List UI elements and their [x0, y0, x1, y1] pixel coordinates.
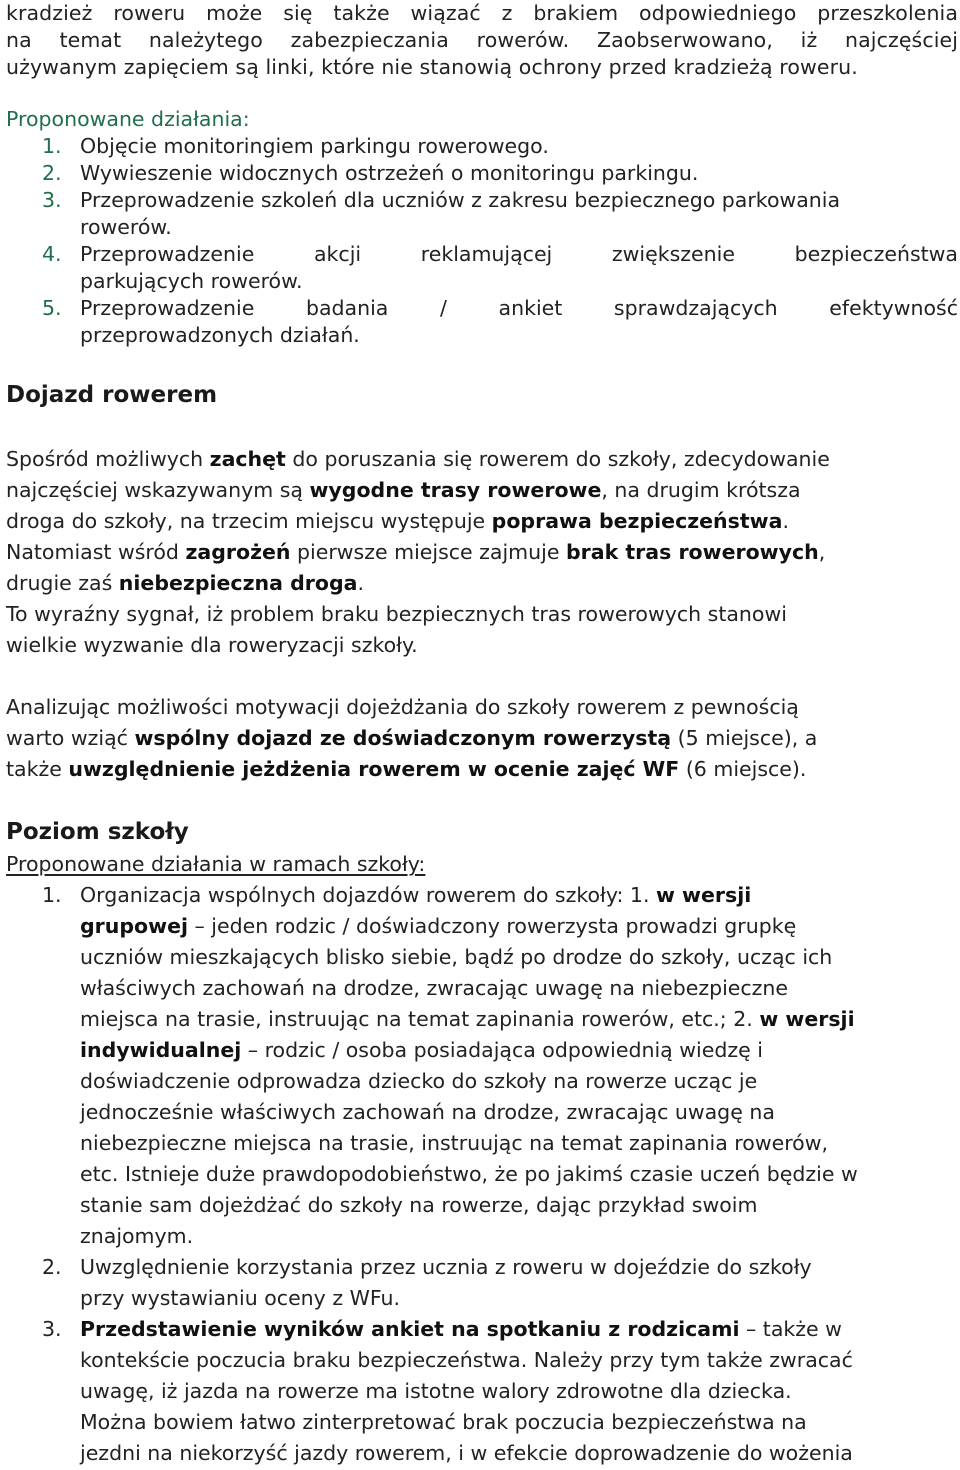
text-line: jezdni na niekorzyść jazdy rowerem, i w efekcie doprowadzenie do wożenia [80, 1441, 853, 1465]
text-line: Spośród możliwych zachęt do poruszania się rowerem do szkoły, zdecydowanie [6, 447, 830, 471]
text-line: najczęściej wskazywanym są wygodne trasy rowerowe, na drugim krótsza [6, 478, 801, 502]
list-item-text: Objęcie monitoringiem parkingu rowerowego. [80, 134, 549, 158]
text-line: etc. Istnieje duże prawdopodobieństwo, że po jakimś czasie uczeń będzie w [80, 1162, 858, 1186]
proposed-actions-list [6, 133, 958, 349]
text-line: drugie zaś niebezpieczna droga. [6, 571, 364, 595]
proposed-actions-heading: Proponowane działania: [6, 107, 250, 131]
list-number: 1. [42, 883, 62, 907]
dojazd-paragraph-2 [6, 692, 958, 785]
text-line: droga do szkoły, na trzecim miejscu występuje poprawa bezpieczeństwa. [6, 509, 789, 533]
intro-line: kradzież roweru może się także wiązać z brakiem odpowiedniego przeszkolenia [6, 1, 958, 25]
text-line: niebezpieczne miejsca na trasie, instruując na temat zapinania rowerów, [80, 1131, 829, 1155]
text-line: wielkie wyzwanie dla roweryzacji szkoły. [6, 633, 418, 657]
list-number: 2. [42, 1255, 62, 1279]
list-number: 2. [42, 161, 62, 185]
list-number: 5. [42, 296, 62, 320]
list-number: 3. [42, 188, 62, 212]
intro-line: na temat należytego zabezpieczania rowerów. Zaobserwowano, iż najczęściej [6, 28, 958, 52]
text-line: indywidualnej – rodzic / osoba posiadająca odpowiednią wiedzę i [80, 1038, 763, 1062]
list-item [6, 241, 958, 295]
list-item [6, 880, 958, 1252]
list-number: 4. [42, 242, 62, 266]
text-line: To wyraźny sygnał, iż problem braku bezpiecznych tras rowerowych stanowi [6, 602, 787, 626]
text-line: kontekście poczucia braku bezpieczeństwa. Należy przy tym także zwracać [80, 1348, 853, 1372]
list-number: 1. [42, 134, 62, 158]
dojazd-paragraph-1 [6, 444, 958, 661]
list-item-text: przeprowadzonych działań. [80, 323, 360, 347]
list-item [6, 160, 958, 187]
text-line: Analizując możliwości motywacji dojeżdżania do szkoły rowerem z pewnością [6, 695, 799, 719]
text-line: uwagę, iż jazda na rowerze ma istotne walory zdrowotne dla dziecka. [80, 1379, 792, 1403]
intro-paragraph [6, 0, 958, 81]
section-title-poziom: Poziom szkoły [6, 819, 189, 845]
text-line: jednocześnie właściwych zachowań na drodze, zwracając uwagę na [80, 1100, 775, 1124]
list-item-text: Przeprowadzenie akcji reklamującej zwiększenie bezpieczeństwa [80, 242, 958, 266]
list-item [6, 1314, 958, 1469]
text-line: uczniów mieszkających blisko siebie, bądź po drodze do szkoły, ucząc ich [80, 945, 833, 969]
text-line: Przedstawienie wyników ankiet na spotkaniu z rodzicami – także w [80, 1317, 842, 1341]
list-item [6, 1252, 958, 1314]
list-item-text: rowerów. [80, 215, 172, 239]
list-item-text: parkujących rowerów. [80, 269, 303, 293]
school-actions-list [6, 880, 958, 1469]
text-line: znajomym. [80, 1224, 194, 1248]
section-title-dojazd: Dojazd rowerem [6, 382, 218, 408]
text-line: Uwzględnienie korzystania przez ucznia z roweru w dojeździe do szkoły [80, 1255, 812, 1279]
text-line: doświadczenie odprowadza dziecko do szkoły na rowerze ucząc je [80, 1069, 758, 1093]
text-line: grupowej – jeden rodzic / doświadczony rowerzysta prowadzi grupkę [80, 914, 797, 938]
list-item [6, 187, 958, 241]
text-line: Można bowiem łatwo zinterpretować brak poczucia bezpieczeństwa na [80, 1410, 807, 1434]
school-actions-subheading: Proponowane działania w ramach szkoły: [6, 852, 426, 876]
text-line: stanie sam dojeżdżać do szkoły na rowerze, dając przykład swoim [80, 1193, 758, 1217]
list-item-text: Wywieszenie widocznych ostrzeżeń o monitoringu parkingu. [80, 161, 699, 185]
text-line: właściwych zachowań na drodze, zwracając uwagę na niebezpieczne [80, 976, 789, 1000]
list-item-text: Przeprowadzenie szkoleń dla uczniów z zakresu bezpiecznego parkowania [80, 188, 841, 212]
list-number: 3. [42, 1317, 62, 1341]
list-item [6, 295, 958, 349]
text-line: Natomiast wśród zagrożeń pierwsze miejsce zajmuje brak tras rowerowych, [6, 540, 826, 564]
text-line: przy wystawianiu oceny z WFu. [80, 1286, 401, 1310]
text-line: miejsca na trasie, instruując na temat zapinania rowerów, etc.; 2. w wersji [80, 1007, 855, 1031]
text-line: Organizacja wspólnych dojazdów rowerem do szkoły: 1. w wersji [80, 883, 752, 907]
list-item [6, 133, 958, 160]
list-item-text: Przeprowadzenie badania / ankiet sprawdzających efektywność [80, 296, 958, 320]
text-line: warto wziąć wspólny dojazd ze doświadczonym rowerzystą (5 miejsce), a [6, 726, 818, 750]
text-line: także uwzględnienie jeżdżenia rowerem w ocenie zajęć WF (6 miejsce). [6, 757, 807, 781]
intro-line: używanym zapięciem są linki, które nie stanowią ochrony przed kradzieżą roweru. [6, 55, 858, 79]
